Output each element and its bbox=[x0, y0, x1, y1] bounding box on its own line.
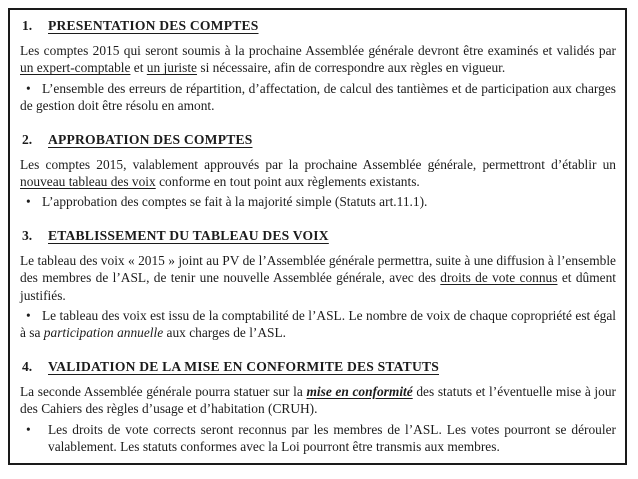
section-title: ETABLISSEMENT DU TABLEAU DES VOIX bbox=[48, 227, 329, 243]
bullet-text bbox=[48, 421, 616, 456]
section-heading bbox=[20, 17, 616, 35]
text-segment: si nécessaire, afin de correspondre aux règles en vigueur. bbox=[197, 60, 506, 76]
section bbox=[20, 227, 616, 342]
section bbox=[20, 17, 616, 115]
text-segment: Le tableau des voix est issu de la comptabilité de l’ASL. Le nombre de voix de chaque copropriété est égal à sa bbox=[20, 308, 616, 341]
section-title: PRESENTATION DES COMPTES bbox=[48, 18, 259, 33]
section-number: 1. bbox=[22, 18, 33, 33]
bullet-icon: • bbox=[26, 80, 31, 96]
section-number: 4. bbox=[22, 358, 33, 374]
text-segment: participation annuelle bbox=[43, 325, 164, 341]
document-frame bbox=[8, 8, 627, 465]
bullet-item bbox=[20, 307, 616, 342]
bullet-icon: • bbox=[26, 308, 31, 324]
text-segment: un expert-comptable bbox=[20, 60, 131, 76]
bullet-item bbox=[20, 193, 616, 210]
text-segment: nouveau tableau des voix bbox=[20, 174, 156, 190]
text-segment: La seconde Assemblée générale pourra statuer sur la bbox=[20, 383, 307, 399]
section-heading bbox=[20, 227, 616, 245]
text-segment: des statuts et l’éventuelle mise à jour des Cahiers des règles d’usage et d’habitation (CRUH). bbox=[20, 383, 616, 417]
text-segment: mise en conformité bbox=[306, 383, 413, 399]
text-segment: Les comptes 2015 qui seront soumis à la prochaine Assemblée générale devront être examinés et validés par bbox=[20, 43, 616, 58]
section bbox=[20, 358, 616, 456]
paragraph bbox=[20, 383, 616, 418]
text-segment: Le tableau des voix « 2015 » joint au PV de l’Assemblée générale permettra, suite à une diffusion à l’ensemble des membres de l’ASL, de tenir une nouvelle Assemblée générale, avec des bbox=[20, 252, 616, 286]
section-number: 3. bbox=[22, 227, 33, 243]
text-segment: et dûment justifiés. bbox=[20, 270, 616, 303]
text-segment: aux charges de l’ASL. bbox=[163, 325, 287, 341]
text-segment: Les comptes 2015, valablement approuvés par la prochaine Assemblée générale, permettront d’établir un bbox=[20, 156, 616, 172]
bullet-item bbox=[20, 421, 616, 456]
bullet-icon: • bbox=[26, 194, 31, 210]
section-title: VALIDATION DE LA MISE EN CONFORMITE DES STATUTS bbox=[48, 358, 439, 374]
text-segment: Les droits de vote corrects seront reconnus par les membres de l’ASL. Les votes pourront se dérouler valablement. Les statuts conformes avec la Loi pourront être transmis aux membres. bbox=[48, 421, 616, 455]
text-segment: L’ensemble des erreurs de répartition, d’affectation, de calcul des tantièmes et de participation aux charges de gestion doit être résolu en amont. bbox=[20, 80, 616, 114]
text-segment: droits de vote connus bbox=[440, 270, 558, 286]
paragraph bbox=[20, 42, 616, 77]
text-segment: conforme en tout point aux règlements existants. bbox=[155, 174, 420, 190]
section-number: 2. bbox=[22, 131, 33, 147]
bullet-icon: • bbox=[26, 421, 31, 437]
section bbox=[20, 131, 616, 211]
section-title: APPROBATION DES COMPTES bbox=[48, 131, 253, 147]
text-segment: et bbox=[130, 60, 147, 76]
section-heading bbox=[20, 358, 616, 376]
bullet-item bbox=[20, 80, 616, 115]
text-segment: un juriste bbox=[146, 60, 198, 76]
paragraph bbox=[20, 156, 616, 191]
section-heading bbox=[20, 131, 616, 149]
text-segment: L’approbation des comptes se fait à la majorité simple (Statuts art.11.1). bbox=[42, 194, 428, 210]
paragraph bbox=[20, 252, 616, 304]
